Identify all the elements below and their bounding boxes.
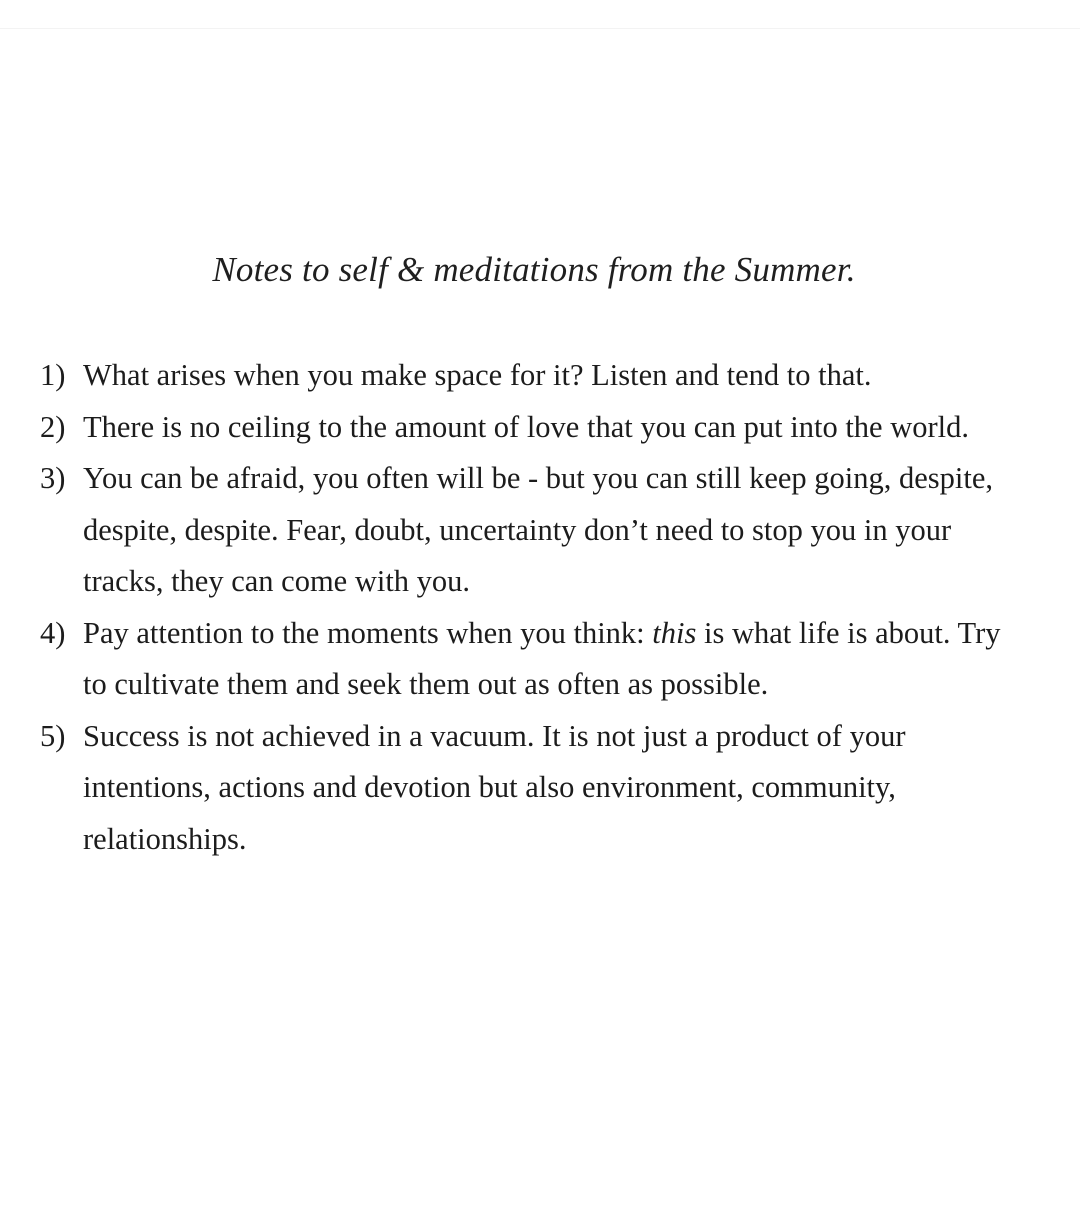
list-item: [40, 402, 1070, 454]
notes-list: [40, 350, 1070, 865]
item-text-line: to cultivate them and seek them out as often as possible.: [83, 667, 769, 701]
item-text-line: relationships.: [83, 821, 247, 856]
emphasis-word: this: [652, 615, 697, 650]
item-text-line: despite, despite. Fear, doubt, uncertainty don’t need to stop you in your: [83, 512, 952, 547]
list-item: [40, 350, 1070, 402]
item-number: 4): [40, 615, 66, 650]
item-number: 3): [40, 461, 66, 495]
list-item: [40, 453, 1070, 608]
list-item: [40, 711, 1070, 866]
item-text-part: is what life is about. Try: [696, 615, 1001, 650]
item-text-line: intentions, actions and devotion but also environment, community,: [83, 770, 896, 804]
item-text: There is no ceiling to the amount of love that you can put into the world.: [83, 409, 969, 444]
item-text: [83, 453, 1070, 608]
item-text: [83, 608, 1070, 711]
item-text-line: Success is not achieved in a vacuum. It is not just a product of your: [83, 718, 906, 753]
item-number: 5): [40, 718, 66, 753]
item-text: [83, 711, 1070, 866]
item-text-line: tracks, they can come with you.: [83, 564, 471, 598]
item-text-line: You can be afraid, you often will be - but you can still keep going, despite,: [83, 461, 994, 495]
item-text: What arises when you make space for it? Listen and tend to that.: [83, 358, 872, 392]
item-number: 2): [40, 409, 66, 444]
item-text-part: Pay attention to the moments when you think:: [83, 615, 653, 650]
page-title: Notes to self & meditations from the Summer.: [212, 250, 856, 289]
item-number: 1): [40, 358, 66, 392]
list-item: [40, 608, 1070, 711]
top-divider: [0, 28, 1080, 29]
